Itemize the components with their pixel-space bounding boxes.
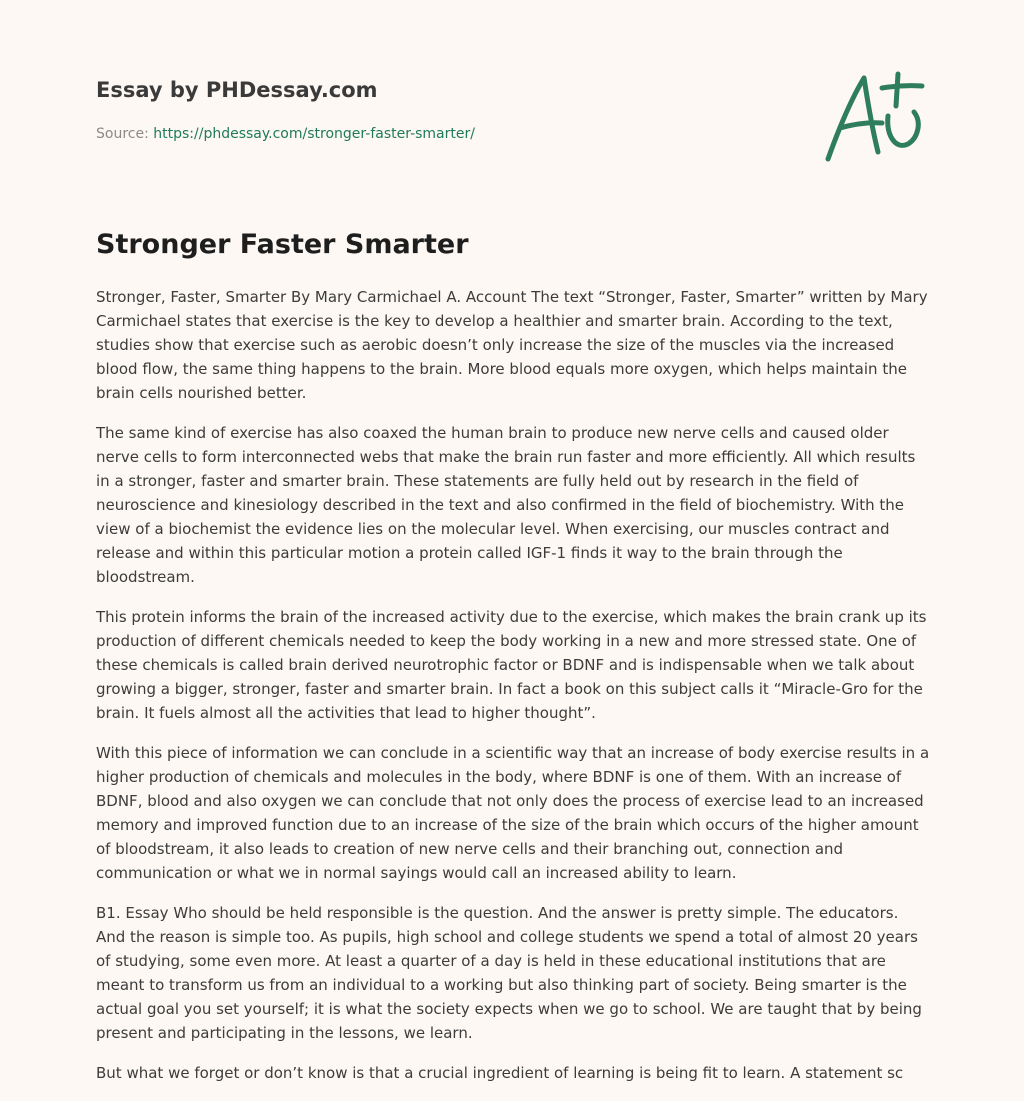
essay-paragraph: The same kind of exercise has also coaxed the human brain to produce new nerve cells and caused older nerve cells to form interconnected webs that make the brain run faster and more efficiently. All which results in a stronger, faster and smarter brain. These statements are fully held out by research in the field of neuroscience and kinesiology described in the text and also confirmed in the field of biochemistry. With the view of a biochemist the evidence lies on the molecular level. When exercising, our muscles contract and release and within this particular motion a protein called IGF-1 finds it way to the brain through the bloodstream.: [96, 424, 916, 586]
source-line: [96, 124, 796, 144]
essay-paragraph: Stronger, Faster, Smarter By Mary Carmichael A. Account The text “Stronger, Faster, Smarter” written by Mary Carmichael states that exercise is the key to develop a healthier and smarter brain. According to the text, studies show that exercise such as aerobic doesn’t only increase the size of the muscles via the increased blood flow, the same thing happens to the brain. More blood equals more oxygen, which helps maintain the brain cells nourished better.: [96, 288, 928, 402]
essay-header: [96, 76, 796, 144]
essay-paragraph: This protein informs the brain of the increased activity due to the exercise, which makes the brain crank up its production of different chemicals needed to keep the body working in a new and more stressed state. One of these chemicals is called brain derived neurotrophic factor or BDNF and is indispensable when we talk about growing a bigger, stronger, faster and smarter brain. In fact a book on this subject calls it “Miracle-Gro for the brain. It fuels almost all the activities that lead to higher thought”.: [96, 608, 927, 722]
site-title: Essay by PHDessay.com: [96, 78, 378, 102]
essay-body: [96, 285, 932, 1101]
source-label: Source:: [96, 126, 149, 142]
essay-title: Stronger Faster Smarter: [96, 229, 469, 260]
essay-paragraph: With this piece of information we can conclude in a scientific way that an increase of body exercise results in a higher production of chemicals and molecules in the body, where BDNF is one of them. With an increase of BDNF, blood and also oxygen we can conclude that not only does the process of exercise lead to an increased memory and improved function due to an increase of the size of the brain which occurs of the higher amount of bloodstream, it also leads to creation of new nerve cells and their branching out, connection and communication or what we in normal sayings would call an increased ability to learn.: [96, 744, 930, 882]
essay-paragraph: But what we forget or don’t know is that a crucial ingredient of learning is being fit to learn. A statement sc: [96, 1064, 904, 1082]
essay-paragraph: B1. Essay Who should be held responsible is the question. And the answer is pretty simple. The educators. And the reason is simple too. As pupils, high school and college students we spend a total of almost 20 years of studying, some even more. At least a quarter of a day is held in these educational institutions that are meant to transform us from an individual to a working but also thinking part of society. Being smarter is the actual goal you set yourself; it is what the society expects when we go to school. We are taught that by being present and participating in the lessons, we learn.: [96, 904, 922, 1042]
source-link[interactable]: https://phdessay.com/stronger-faster-smarter/: [153, 126, 475, 142]
a-plus-grade-icon: [818, 66, 930, 166]
